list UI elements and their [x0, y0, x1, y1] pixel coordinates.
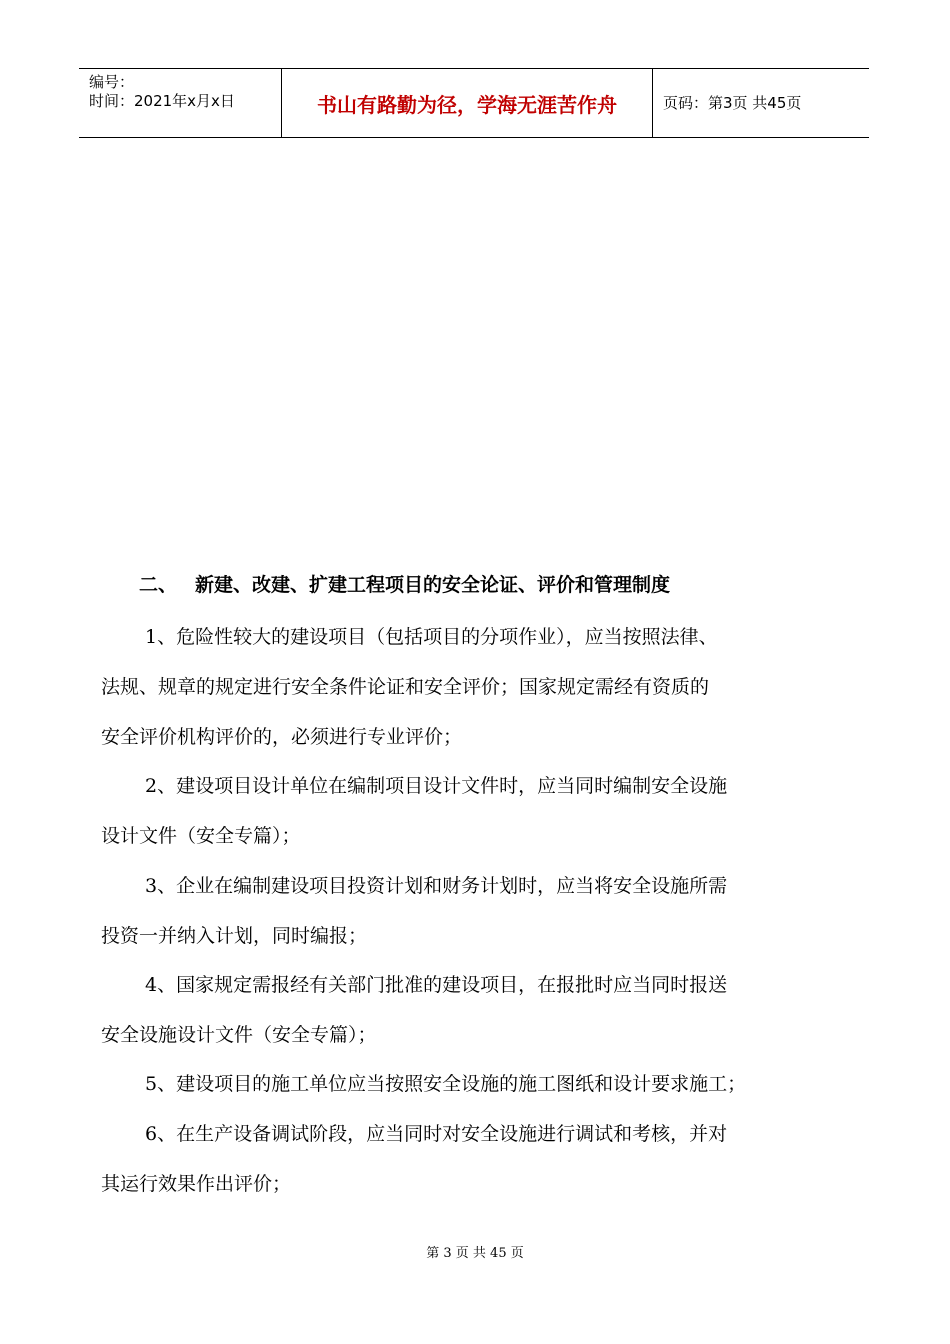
paragraph-line: 3、企业在编制建设项目投资计划和财务计划时，应当将安全设施所需	[145, 875, 728, 897]
paragraph-line: 其运行效果作出评价；	[101, 1173, 292, 1195]
section-number: 二、	[139, 574, 178, 596]
paragraph-1	[101, 624, 861, 750]
header-motto-cell	[282, 69, 653, 137]
header-info-cell	[79, 69, 282, 137]
paragraph-line: 投资一并纳入计划，同时编报；	[101, 925, 368, 947]
paragraph-line: 1、危险性较大的建设项目（包括项目的分项作业），应当按照法律、	[145, 626, 718, 648]
paragraph-line: 5、建设项目的施工单位应当按照安全设施的施工图纸和设计要求施工；	[145, 1073, 747, 1095]
paragraph-line: 安全评价机构评价的，必须进行专业评价；	[101, 726, 463, 748]
paragraph-3	[101, 873, 861, 949]
page-footer: 第 3 页 共 45 页	[426, 1246, 524, 1261]
header-time-label: 时间：2021年x月x日	[89, 92, 235, 110]
section-title: 新建、改建、扩建工程项目的安全论证、评价和管理制度	[195, 574, 671, 596]
paragraph-line: 安全设施设计文件（安全专篇）；	[101, 1024, 377, 1046]
header-code-label: 编号：	[89, 73, 135, 91]
paragraph-4	[101, 972, 861, 1048]
paragraph-line: 4、国家规定需报经有关部门批准的建设项目，在报批时应当同时报送	[145, 974, 728, 996]
paragraph-line: 设计文件（安全专篇）；	[101, 825, 301, 847]
header-page-cell	[653, 69, 869, 137]
paragraph-line: 法规、规章的规定进行安全条件论证和安全评价；国家规定需经有资质的	[101, 676, 710, 698]
paragraph-6	[101, 1121, 861, 1197]
paragraph-2	[101, 773, 861, 849]
header-motto: 书山有路勤为径，学海无涯苦作舟	[317, 93, 617, 117]
document-header	[79, 68, 869, 138]
paragraph-line: 6、在生产设备调试阶段，应当同时对安全设施进行调试和考核，并对	[145, 1123, 728, 1145]
header-page-label: 页码：第3页 共45页	[663, 94, 802, 112]
section-heading	[139, 572, 670, 598]
paragraph-line: 2、建设项目设计单位在编制项目设计文件时，应当同时编制安全设施	[145, 775, 728, 797]
paragraph-5	[101, 1071, 861, 1097]
